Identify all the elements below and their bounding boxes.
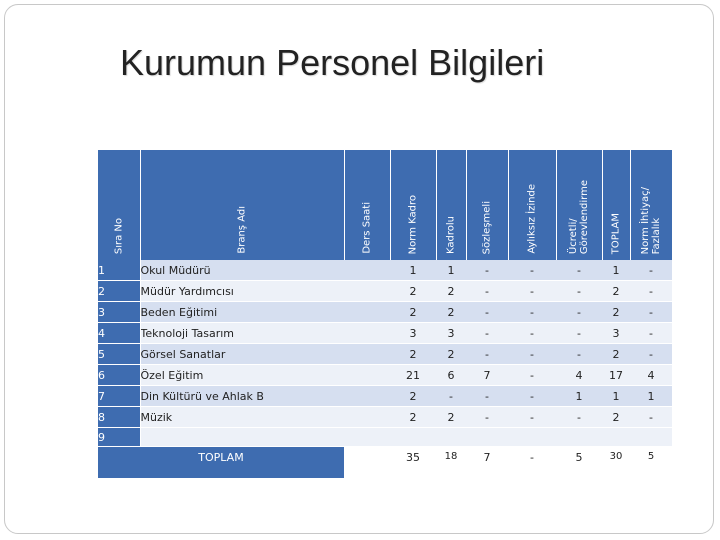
row-ihtiyac: 1 <box>630 386 672 407</box>
row-ucretli: - <box>556 281 602 302</box>
row-ayliksiz: - <box>508 323 556 344</box>
row-ucretli: - <box>556 344 602 365</box>
row-ayliksiz: - <box>508 386 556 407</box>
table-row <box>98 281 672 302</box>
row-kadrolu: 2 <box>436 302 466 323</box>
row-sozlesmeli: 7 <box>466 365 508 386</box>
row-kadrolu: 2 <box>436 407 466 428</box>
row-ayliksiz: - <box>508 407 556 428</box>
table-row <box>98 323 672 344</box>
row-name: Görsel Sanatlar <box>140 344 344 365</box>
row-sozlesmeli: - <box>466 344 508 365</box>
total-ayliksiz: - <box>508 447 556 478</box>
row-toplam: 2 <box>602 344 630 365</box>
table-row <box>98 428 672 447</box>
row-number: 3 <box>98 302 140 323</box>
row-ihtiyac: - <box>630 407 672 428</box>
header-cell: Norm İhtiyaç/ Fazlalık <box>630 150 672 260</box>
header-cell: Aylıksız İzinde <box>508 150 556 260</box>
table-row <box>98 407 672 428</box>
row-ihtiyac: - <box>630 344 672 365</box>
row-number: 1 <box>98 260 140 281</box>
total-toplam: 30 <box>602 447 630 478</box>
row-norm-kadro: 2 <box>390 386 436 407</box>
row-number: 2 <box>98 281 140 302</box>
row-ayliksiz: - <box>508 344 556 365</box>
header-row <box>98 150 672 260</box>
total-kadrolu: 18 <box>436 447 466 478</box>
row-sozlesmeli: - <box>466 281 508 302</box>
header-cell: Sıra No <box>98 150 140 260</box>
row-toplam: 2 <box>602 302 630 323</box>
row-norm-kadro: 2 <box>390 407 436 428</box>
row-sozlesmeli: - <box>466 260 508 281</box>
row-kadrolu: 1 <box>436 260 466 281</box>
row-ucretli: 1 <box>556 386 602 407</box>
table-row <box>98 302 672 323</box>
row-name: Okul Müdürü <box>140 260 344 281</box>
row-ihtiyac: - <box>630 260 672 281</box>
row-toplam: 17 <box>602 365 630 386</box>
row-number: 4 <box>98 323 140 344</box>
row-name: Din Kültürü ve Ahlak B <box>140 386 344 407</box>
empty-cell <box>140 428 672 447</box>
header-cell: Norm Kadro <box>390 150 436 260</box>
row-ayliksiz: - <box>508 365 556 386</box>
row-toplam: 3 <box>602 323 630 344</box>
empty-cell <box>344 447 390 478</box>
row-ders-saati <box>344 344 390 365</box>
row-sozlesmeli: - <box>466 323 508 344</box>
row-ucretli: - <box>556 323 602 344</box>
row-number: 8 <box>98 407 140 428</box>
row-kadrolu: 2 <box>436 281 466 302</box>
total-norm: 35 <box>390 447 436 478</box>
row-ders-saati <box>344 302 390 323</box>
row-norm-kadro: 21 <box>390 365 436 386</box>
total-ucretli: 5 <box>556 447 602 478</box>
row-kadrolu: - <box>436 386 466 407</box>
row-ucretli: - <box>556 302 602 323</box>
row-name: Özel Eğitim <box>140 365 344 386</box>
total-row <box>98 447 672 478</box>
row-ders-saati <box>344 323 390 344</box>
row-sozlesmeli: - <box>466 407 508 428</box>
row-name: Beden Eğitimi <box>140 302 344 323</box>
header-cell: Sözleşmeli <box>466 150 508 260</box>
row-number: 5 <box>98 344 140 365</box>
row-norm-kadro: 2 <box>390 281 436 302</box>
row-ders-saati <box>344 260 390 281</box>
row-sozlesmeli: - <box>466 386 508 407</box>
row-toplam: 1 <box>602 386 630 407</box>
row-sozlesmeli: - <box>466 302 508 323</box>
row-toplam: 2 <box>602 281 630 302</box>
table-row <box>98 386 672 407</box>
row-name: Müdür Yardımcısı <box>140 281 344 302</box>
personnel-table <box>98 150 673 478</box>
row-name: Teknoloji Tasarım <box>140 323 344 344</box>
table-row <box>98 260 672 281</box>
row-ayliksiz: - <box>508 281 556 302</box>
page-title: Kurumun Personel Bilgileri <box>120 42 545 83</box>
row-toplam: 2 <box>602 407 630 428</box>
row-ihtiyac: - <box>630 323 672 344</box>
row-kadrolu: 3 <box>436 323 466 344</box>
row-ucretli: 4 <box>556 365 602 386</box>
header-cell: TOPLAM <box>602 150 630 260</box>
row-norm-kadro: 2 <box>390 302 436 323</box>
row-name: Müzik <box>140 407 344 428</box>
row-ucretli: - <box>556 407 602 428</box>
row-ayliksiz: - <box>508 302 556 323</box>
row-ihtiyac: - <box>630 302 672 323</box>
row-number: 9 <box>98 428 140 447</box>
row-kadrolu: 6 <box>436 365 466 386</box>
header-cell: Kadrolu <box>436 150 466 260</box>
table-row <box>98 344 672 365</box>
total-ihtiyac: 5 <box>630 447 672 478</box>
header-cell: Ders Saati <box>344 150 390 260</box>
total-label: TOPLAM <box>98 447 344 478</box>
row-number: 6 <box>98 365 140 386</box>
total-sozlesmeli: 7 <box>466 447 508 478</box>
row-norm-kadro: 1 <box>390 260 436 281</box>
header-cell: Branş Adı <box>140 150 344 260</box>
row-ihtiyac: - <box>630 281 672 302</box>
row-ihtiyac: 4 <box>630 365 672 386</box>
row-kadrolu: 2 <box>436 344 466 365</box>
row-norm-kadro: 2 <box>390 344 436 365</box>
header-cell: Ücretli/ Görevlendirme <box>556 150 602 260</box>
row-ders-saati <box>344 365 390 386</box>
row-ucretli: - <box>556 260 602 281</box>
row-ders-saati <box>344 407 390 428</box>
row-norm-kadro: 3 <box>390 323 436 344</box>
row-number: 7 <box>98 386 140 407</box>
row-ders-saati <box>344 281 390 302</box>
table-row <box>98 365 672 386</box>
row-toplam: 1 <box>602 260 630 281</box>
row-ayliksiz: - <box>508 260 556 281</box>
row-ders-saati <box>344 386 390 407</box>
